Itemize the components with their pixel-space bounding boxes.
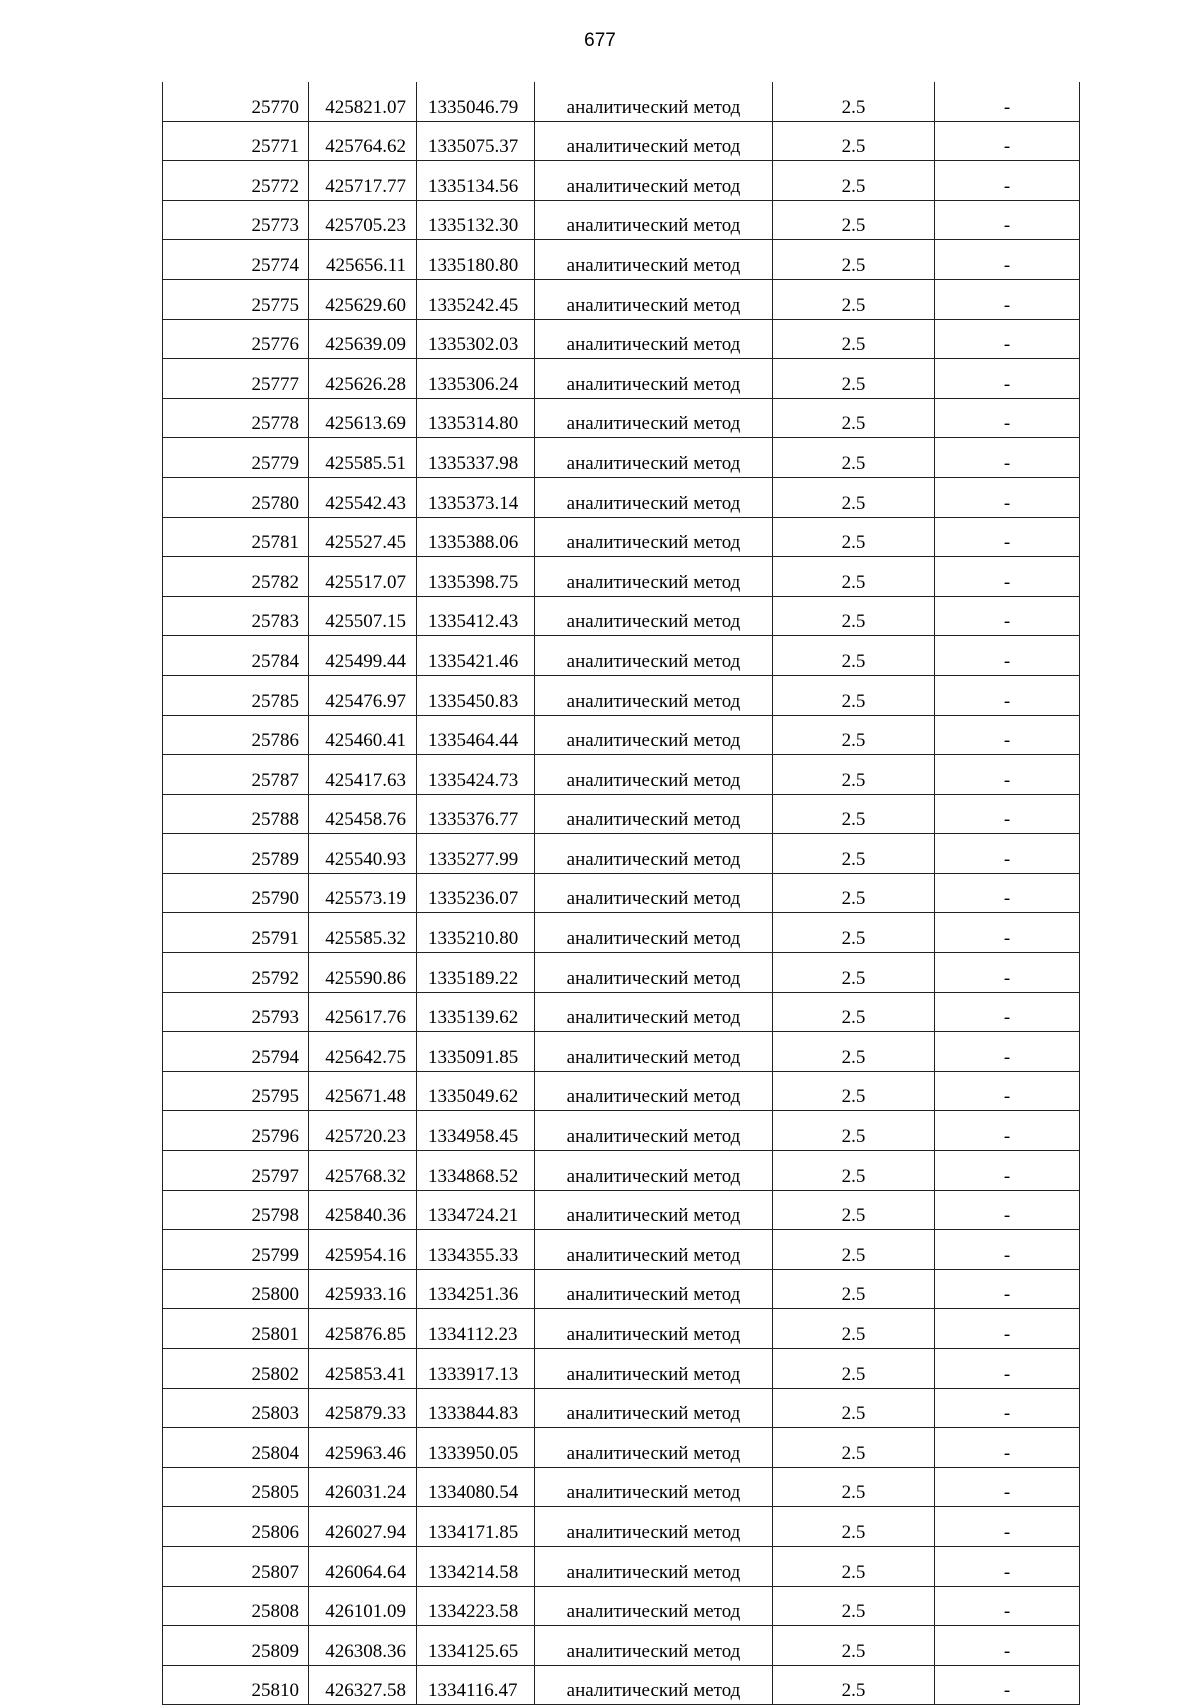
accuracy-cell: 2.5	[773, 1507, 935, 1547]
point-number-cell: 25805	[163, 1467, 309, 1507]
point-number-cell: 25788	[163, 794, 309, 834]
y-coordinate-cell: 1335398.75	[417, 557, 535, 597]
y-coordinate-cell: 1334112.23	[417, 1309, 535, 1349]
y-coordinate-cell: 1335132.30	[417, 200, 535, 240]
note-cell: -	[935, 438, 1080, 478]
y-coordinate-cell: 1335210.80	[417, 913, 535, 953]
note-cell: -	[935, 1546, 1080, 1586]
y-coordinate-cell: 1335306.24	[417, 359, 535, 399]
y-coordinate-cell: 1334116.47	[417, 1665, 535, 1705]
point-number-cell: 25772	[163, 161, 309, 201]
point-number-cell: 25786	[163, 715, 309, 755]
table-row	[163, 1032, 1080, 1072]
point-number-cell: 25807	[163, 1546, 309, 1586]
method-cell: аналитический метод	[535, 82, 773, 121]
method-cell: аналитический метод	[535, 636, 773, 676]
point-number-cell: 25775	[163, 279, 309, 319]
accuracy-cell: 2.5	[773, 992, 935, 1032]
note-cell: -	[935, 279, 1080, 319]
y-coordinate-cell: 1335134.56	[417, 161, 535, 201]
y-coordinate-cell: 1334214.58	[417, 1546, 535, 1586]
table-row	[163, 992, 1080, 1032]
y-coordinate-cell: 1335139.62	[417, 992, 535, 1032]
accuracy-cell: 2.5	[773, 873, 935, 913]
table-row	[163, 319, 1080, 359]
table-row	[163, 636, 1080, 676]
x-coordinate-cell: 425671.48	[309, 1071, 417, 1111]
note-cell: -	[935, 1309, 1080, 1349]
x-coordinate-cell: 425933.16	[309, 1269, 417, 1309]
accuracy-cell: 2.5	[773, 755, 935, 795]
point-number-cell: 25792	[163, 953, 309, 993]
x-coordinate-cell: 425527.45	[309, 517, 417, 557]
method-cell: аналитический метод	[535, 1309, 773, 1349]
point-number-cell: 25780	[163, 477, 309, 517]
note-cell: -	[935, 675, 1080, 715]
accuracy-cell: 2.5	[773, 1428, 935, 1468]
x-coordinate-cell: 426101.09	[309, 1586, 417, 1626]
note-cell: -	[935, 1665, 1080, 1705]
x-coordinate-cell: 425617.76	[309, 992, 417, 1032]
point-number-cell: 25770	[163, 82, 309, 121]
y-coordinate-cell: 1335302.03	[417, 319, 535, 359]
method-cell: аналитический метод	[535, 279, 773, 319]
table-row	[163, 121, 1080, 161]
accuracy-cell: 2.5	[773, 1349, 935, 1389]
table-row	[163, 794, 1080, 834]
accuracy-cell: 2.5	[773, 1546, 935, 1586]
table-row	[163, 834, 1080, 874]
method-cell: аналитический метод	[535, 873, 773, 913]
point-number-cell: 25779	[163, 438, 309, 478]
table-row	[163, 1586, 1080, 1626]
note-cell: -	[935, 755, 1080, 795]
method-cell: аналитический метод	[535, 1388, 773, 1428]
x-coordinate-cell: 425840.36	[309, 1190, 417, 1230]
table-row	[163, 557, 1080, 597]
table-row	[163, 953, 1080, 993]
point-number-cell: 25776	[163, 319, 309, 359]
point-number-cell: 25802	[163, 1349, 309, 1389]
y-coordinate-cell: 1335046.79	[417, 82, 535, 121]
accuracy-cell: 2.5	[773, 398, 935, 438]
y-coordinate-cell: 1334125.65	[417, 1626, 535, 1666]
y-coordinate-cell: 1334223.58	[417, 1586, 535, 1626]
method-cell: аналитический метод	[535, 1586, 773, 1626]
point-number-cell: 25787	[163, 755, 309, 795]
point-number-cell: 25771	[163, 121, 309, 161]
method-cell: аналитический метод	[535, 913, 773, 953]
x-coordinate-cell: 425717.77	[309, 161, 417, 201]
x-coordinate-cell: 425540.93	[309, 834, 417, 874]
x-coordinate-cell: 425460.41	[309, 715, 417, 755]
y-coordinate-cell: 1335421.46	[417, 636, 535, 676]
method-cell: аналитический метод	[535, 794, 773, 834]
x-coordinate-cell: 425954.16	[309, 1230, 417, 1270]
y-coordinate-cell: 1335277.99	[417, 834, 535, 874]
accuracy-cell: 2.5	[773, 715, 935, 755]
table-row	[163, 1626, 1080, 1666]
table-row	[163, 200, 1080, 240]
table-row	[163, 715, 1080, 755]
table-row	[163, 1071, 1080, 1111]
y-coordinate-cell: 1335376.77	[417, 794, 535, 834]
accuracy-cell: 2.5	[773, 477, 935, 517]
note-cell: -	[935, 398, 1080, 438]
table-row	[163, 82, 1080, 121]
accuracy-cell: 2.5	[773, 1467, 935, 1507]
x-coordinate-cell: 426064.64	[309, 1546, 417, 1586]
table-row	[163, 1349, 1080, 1389]
note-cell: -	[935, 82, 1080, 121]
x-coordinate-cell: 425499.44	[309, 636, 417, 676]
accuracy-cell: 2.5	[773, 1586, 935, 1626]
note-cell: -	[935, 161, 1080, 201]
x-coordinate-cell: 425821.07	[309, 82, 417, 121]
note-cell: -	[935, 913, 1080, 953]
point-number-cell: 25789	[163, 834, 309, 874]
accuracy-cell: 2.5	[773, 1190, 935, 1230]
x-coordinate-cell: 425853.41	[309, 1349, 417, 1389]
method-cell: аналитический метод	[535, 953, 773, 993]
point-number-cell: 25797	[163, 1151, 309, 1191]
note-cell: -	[935, 873, 1080, 913]
y-coordinate-cell: 1334171.85	[417, 1507, 535, 1547]
method-cell: аналитический метод	[535, 477, 773, 517]
method-cell: аналитический метод	[535, 1467, 773, 1507]
accuracy-cell: 2.5	[773, 240, 935, 280]
note-cell: -	[935, 1151, 1080, 1191]
table-row	[163, 755, 1080, 795]
x-coordinate-cell: 425629.60	[309, 279, 417, 319]
point-number-cell: 25801	[163, 1309, 309, 1349]
method-cell: аналитический метод	[535, 398, 773, 438]
table-row	[163, 913, 1080, 953]
table-row	[163, 1309, 1080, 1349]
x-coordinate-cell: 425656.11	[309, 240, 417, 280]
table-row	[163, 1507, 1080, 1547]
accuracy-cell: 2.5	[773, 121, 935, 161]
x-coordinate-cell: 425585.51	[309, 438, 417, 478]
point-number-cell: 25785	[163, 675, 309, 715]
point-number-cell: 25804	[163, 1428, 309, 1468]
method-cell: аналитический метод	[535, 1507, 773, 1547]
point-number-cell: 25799	[163, 1230, 309, 1270]
note-cell: -	[935, 1388, 1080, 1428]
note-cell: -	[935, 121, 1080, 161]
note-cell: -	[935, 200, 1080, 240]
y-coordinate-cell: 1335314.80	[417, 398, 535, 438]
x-coordinate-cell: 425458.76	[309, 794, 417, 834]
y-coordinate-cell: 1335450.83	[417, 675, 535, 715]
accuracy-cell: 2.5	[773, 517, 935, 557]
x-coordinate-cell: 426031.24	[309, 1467, 417, 1507]
x-coordinate-cell: 425476.97	[309, 675, 417, 715]
accuracy-cell: 2.5	[773, 1388, 935, 1428]
accuracy-cell: 2.5	[773, 1151, 935, 1191]
method-cell: аналитический метод	[535, 675, 773, 715]
x-coordinate-cell: 425876.85	[309, 1309, 417, 1349]
method-cell: аналитический метод	[535, 438, 773, 478]
method-cell: аналитический метод	[535, 1151, 773, 1191]
x-coordinate-cell: 425705.23	[309, 200, 417, 240]
note-cell: -	[935, 517, 1080, 557]
accuracy-cell: 2.5	[773, 359, 935, 399]
note-cell: -	[935, 1626, 1080, 1666]
y-coordinate-cell: 1335180.80	[417, 240, 535, 280]
x-coordinate-cell: 425963.46	[309, 1428, 417, 1468]
method-cell: аналитический метод	[535, 1032, 773, 1072]
point-number-cell: 25782	[163, 557, 309, 597]
note-cell: -	[935, 596, 1080, 636]
accuracy-cell: 2.5	[773, 636, 935, 676]
table-row	[163, 1269, 1080, 1309]
accuracy-cell: 2.5	[773, 1269, 935, 1309]
method-cell: аналитический метод	[535, 1546, 773, 1586]
accuracy-cell: 2.5	[773, 438, 935, 478]
method-cell: аналитический метод	[535, 755, 773, 795]
method-cell: аналитический метод	[535, 517, 773, 557]
x-coordinate-cell: 426327.58	[309, 1665, 417, 1705]
point-number-cell: 25800	[163, 1269, 309, 1309]
method-cell: аналитический метод	[535, 715, 773, 755]
method-cell: аналитический метод	[535, 1071, 773, 1111]
x-coordinate-cell: 425417.63	[309, 755, 417, 795]
note-cell: -	[935, 359, 1080, 399]
page-number: 677	[584, 30, 616, 51]
table-row	[163, 1467, 1080, 1507]
point-number-cell: 25774	[163, 240, 309, 280]
y-coordinate-cell: 1335049.62	[417, 1071, 535, 1111]
note-cell: -	[935, 636, 1080, 676]
point-number-cell: 25803	[163, 1388, 309, 1428]
accuracy-cell: 2.5	[773, 675, 935, 715]
note-cell: -	[935, 992, 1080, 1032]
accuracy-cell: 2.5	[773, 1071, 935, 1111]
method-cell: аналитический метод	[535, 1626, 773, 1666]
table-row	[163, 1111, 1080, 1151]
y-coordinate-cell: 1335373.14	[417, 477, 535, 517]
x-coordinate-cell: 425639.09	[309, 319, 417, 359]
point-number-cell: 25784	[163, 636, 309, 676]
table-row	[163, 438, 1080, 478]
x-coordinate-cell: 425507.15	[309, 596, 417, 636]
y-coordinate-cell: 1334355.33	[417, 1230, 535, 1270]
accuracy-cell: 2.5	[773, 953, 935, 993]
method-cell: аналитический метод	[535, 359, 773, 399]
point-number-cell: 25790	[163, 873, 309, 913]
note-cell: -	[935, 240, 1080, 280]
table-row	[163, 477, 1080, 517]
method-cell: аналитический метод	[535, 1349, 773, 1389]
table-row	[163, 596, 1080, 636]
method-cell: аналитический метод	[535, 200, 773, 240]
accuracy-cell: 2.5	[773, 82, 935, 121]
y-coordinate-cell: 1333844.83	[417, 1388, 535, 1428]
x-coordinate-cell: 425542.43	[309, 477, 417, 517]
x-coordinate-cell: 425585.32	[309, 913, 417, 953]
method-cell: аналитический метод	[535, 557, 773, 597]
x-coordinate-cell: 425720.23	[309, 1111, 417, 1151]
point-number-cell: 25798	[163, 1190, 309, 1230]
note-cell: -	[935, 1586, 1080, 1626]
note-cell: -	[935, 1190, 1080, 1230]
method-cell: аналитический метод	[535, 1665, 773, 1705]
table-row	[163, 675, 1080, 715]
method-cell: аналитический метод	[535, 1428, 773, 1468]
note-cell: -	[935, 1071, 1080, 1111]
y-coordinate-cell: 1334868.52	[417, 1151, 535, 1191]
accuracy-cell: 2.5	[773, 1111, 935, 1151]
coordinates-table	[162, 82, 1080, 1705]
point-number-cell: 25794	[163, 1032, 309, 1072]
x-coordinate-cell: 425626.28	[309, 359, 417, 399]
accuracy-cell: 2.5	[773, 596, 935, 636]
table-row	[163, 1546, 1080, 1586]
method-cell: аналитический метод	[535, 240, 773, 280]
note-cell: -	[935, 1507, 1080, 1547]
table-row	[163, 517, 1080, 557]
table-row	[163, 359, 1080, 399]
x-coordinate-cell: 425642.75	[309, 1032, 417, 1072]
table-row	[163, 398, 1080, 438]
table-row	[163, 873, 1080, 913]
y-coordinate-cell: 1334958.45	[417, 1111, 535, 1151]
method-cell: аналитический метод	[535, 1269, 773, 1309]
y-coordinate-cell: 1334251.36	[417, 1269, 535, 1309]
method-cell: аналитический метод	[535, 596, 773, 636]
table-row	[163, 240, 1080, 280]
point-number-cell: 25810	[163, 1665, 309, 1705]
point-number-cell: 25781	[163, 517, 309, 557]
note-cell: -	[935, 477, 1080, 517]
point-number-cell: 25777	[163, 359, 309, 399]
accuracy-cell: 2.5	[773, 834, 935, 874]
y-coordinate-cell: 1335464.44	[417, 715, 535, 755]
method-cell: аналитический метод	[535, 1111, 773, 1151]
note-cell: -	[935, 1269, 1080, 1309]
method-cell: аналитический метод	[535, 121, 773, 161]
y-coordinate-cell: 1335388.06	[417, 517, 535, 557]
x-coordinate-cell: 426308.36	[309, 1626, 417, 1666]
note-cell: -	[935, 1349, 1080, 1389]
method-cell: аналитический метод	[535, 319, 773, 359]
note-cell: -	[935, 834, 1080, 874]
point-number-cell: 25783	[163, 596, 309, 636]
accuracy-cell: 2.5	[773, 913, 935, 953]
note-cell: -	[935, 715, 1080, 755]
note-cell: -	[935, 953, 1080, 993]
point-number-cell: 25778	[163, 398, 309, 438]
table-row	[163, 1151, 1080, 1191]
point-number-cell: 25795	[163, 1071, 309, 1111]
point-number-cell: 25793	[163, 992, 309, 1032]
x-coordinate-cell: 425573.19	[309, 873, 417, 913]
y-coordinate-cell: 1335189.22	[417, 953, 535, 993]
accuracy-cell: 2.5	[773, 1230, 935, 1270]
note-cell: -	[935, 1032, 1080, 1072]
x-coordinate-cell: 425590.86	[309, 953, 417, 993]
table-row	[163, 1388, 1080, 1428]
accuracy-cell: 2.5	[773, 200, 935, 240]
table-row	[163, 1428, 1080, 1468]
note-cell: -	[935, 794, 1080, 834]
method-cell: аналитический метод	[535, 1230, 773, 1270]
y-coordinate-cell: 1334724.21	[417, 1190, 535, 1230]
table-row	[163, 161, 1080, 201]
note-cell: -	[935, 1428, 1080, 1468]
y-coordinate-cell: 1333917.13	[417, 1349, 535, 1389]
point-number-cell: 25791	[163, 913, 309, 953]
accuracy-cell: 2.5	[773, 161, 935, 201]
accuracy-cell: 2.5	[773, 557, 935, 597]
method-cell: аналитический метод	[535, 161, 773, 201]
note-cell: -	[935, 557, 1080, 597]
accuracy-cell: 2.5	[773, 1665, 935, 1705]
x-coordinate-cell: 425517.07	[309, 557, 417, 597]
accuracy-cell: 2.5	[773, 319, 935, 359]
x-coordinate-cell: 426027.94	[309, 1507, 417, 1547]
y-coordinate-cell: 1335075.37	[417, 121, 535, 161]
y-coordinate-cell: 1335242.45	[417, 279, 535, 319]
accuracy-cell: 2.5	[773, 279, 935, 319]
note-cell: -	[935, 1467, 1080, 1507]
method-cell: аналитический метод	[535, 992, 773, 1032]
point-number-cell: 25809	[163, 1626, 309, 1666]
y-coordinate-cell: 1335337.98	[417, 438, 535, 478]
x-coordinate-cell: 425613.69	[309, 398, 417, 438]
table-row	[163, 1665, 1080, 1705]
y-coordinate-cell: 1334080.54	[417, 1467, 535, 1507]
y-coordinate-cell: 1335091.85	[417, 1032, 535, 1072]
table-row	[163, 1230, 1080, 1270]
method-cell: аналитический метод	[535, 834, 773, 874]
point-number-cell: 25796	[163, 1111, 309, 1151]
note-cell: -	[935, 1230, 1080, 1270]
accuracy-cell: 2.5	[773, 1626, 935, 1666]
x-coordinate-cell: 425879.33	[309, 1388, 417, 1428]
accuracy-cell: 2.5	[773, 1309, 935, 1349]
point-number-cell: 25806	[163, 1507, 309, 1547]
accuracy-cell: 2.5	[773, 794, 935, 834]
x-coordinate-cell: 425768.32	[309, 1151, 417, 1191]
y-coordinate-cell: 1333950.05	[417, 1428, 535, 1468]
method-cell: аналитический метод	[535, 1190, 773, 1230]
table-row	[163, 279, 1080, 319]
y-coordinate-cell: 1335424.73	[417, 755, 535, 795]
y-coordinate-cell: 1335412.43	[417, 596, 535, 636]
table-body	[163, 82, 1080, 1705]
accuracy-cell: 2.5	[773, 1032, 935, 1072]
x-coordinate-cell: 425764.62	[309, 121, 417, 161]
note-cell: -	[935, 319, 1080, 359]
table-row	[163, 1190, 1080, 1230]
point-number-cell: 25808	[163, 1586, 309, 1626]
note-cell: -	[935, 1111, 1080, 1151]
point-number-cell: 25773	[163, 200, 309, 240]
y-coordinate-cell: 1335236.07	[417, 873, 535, 913]
